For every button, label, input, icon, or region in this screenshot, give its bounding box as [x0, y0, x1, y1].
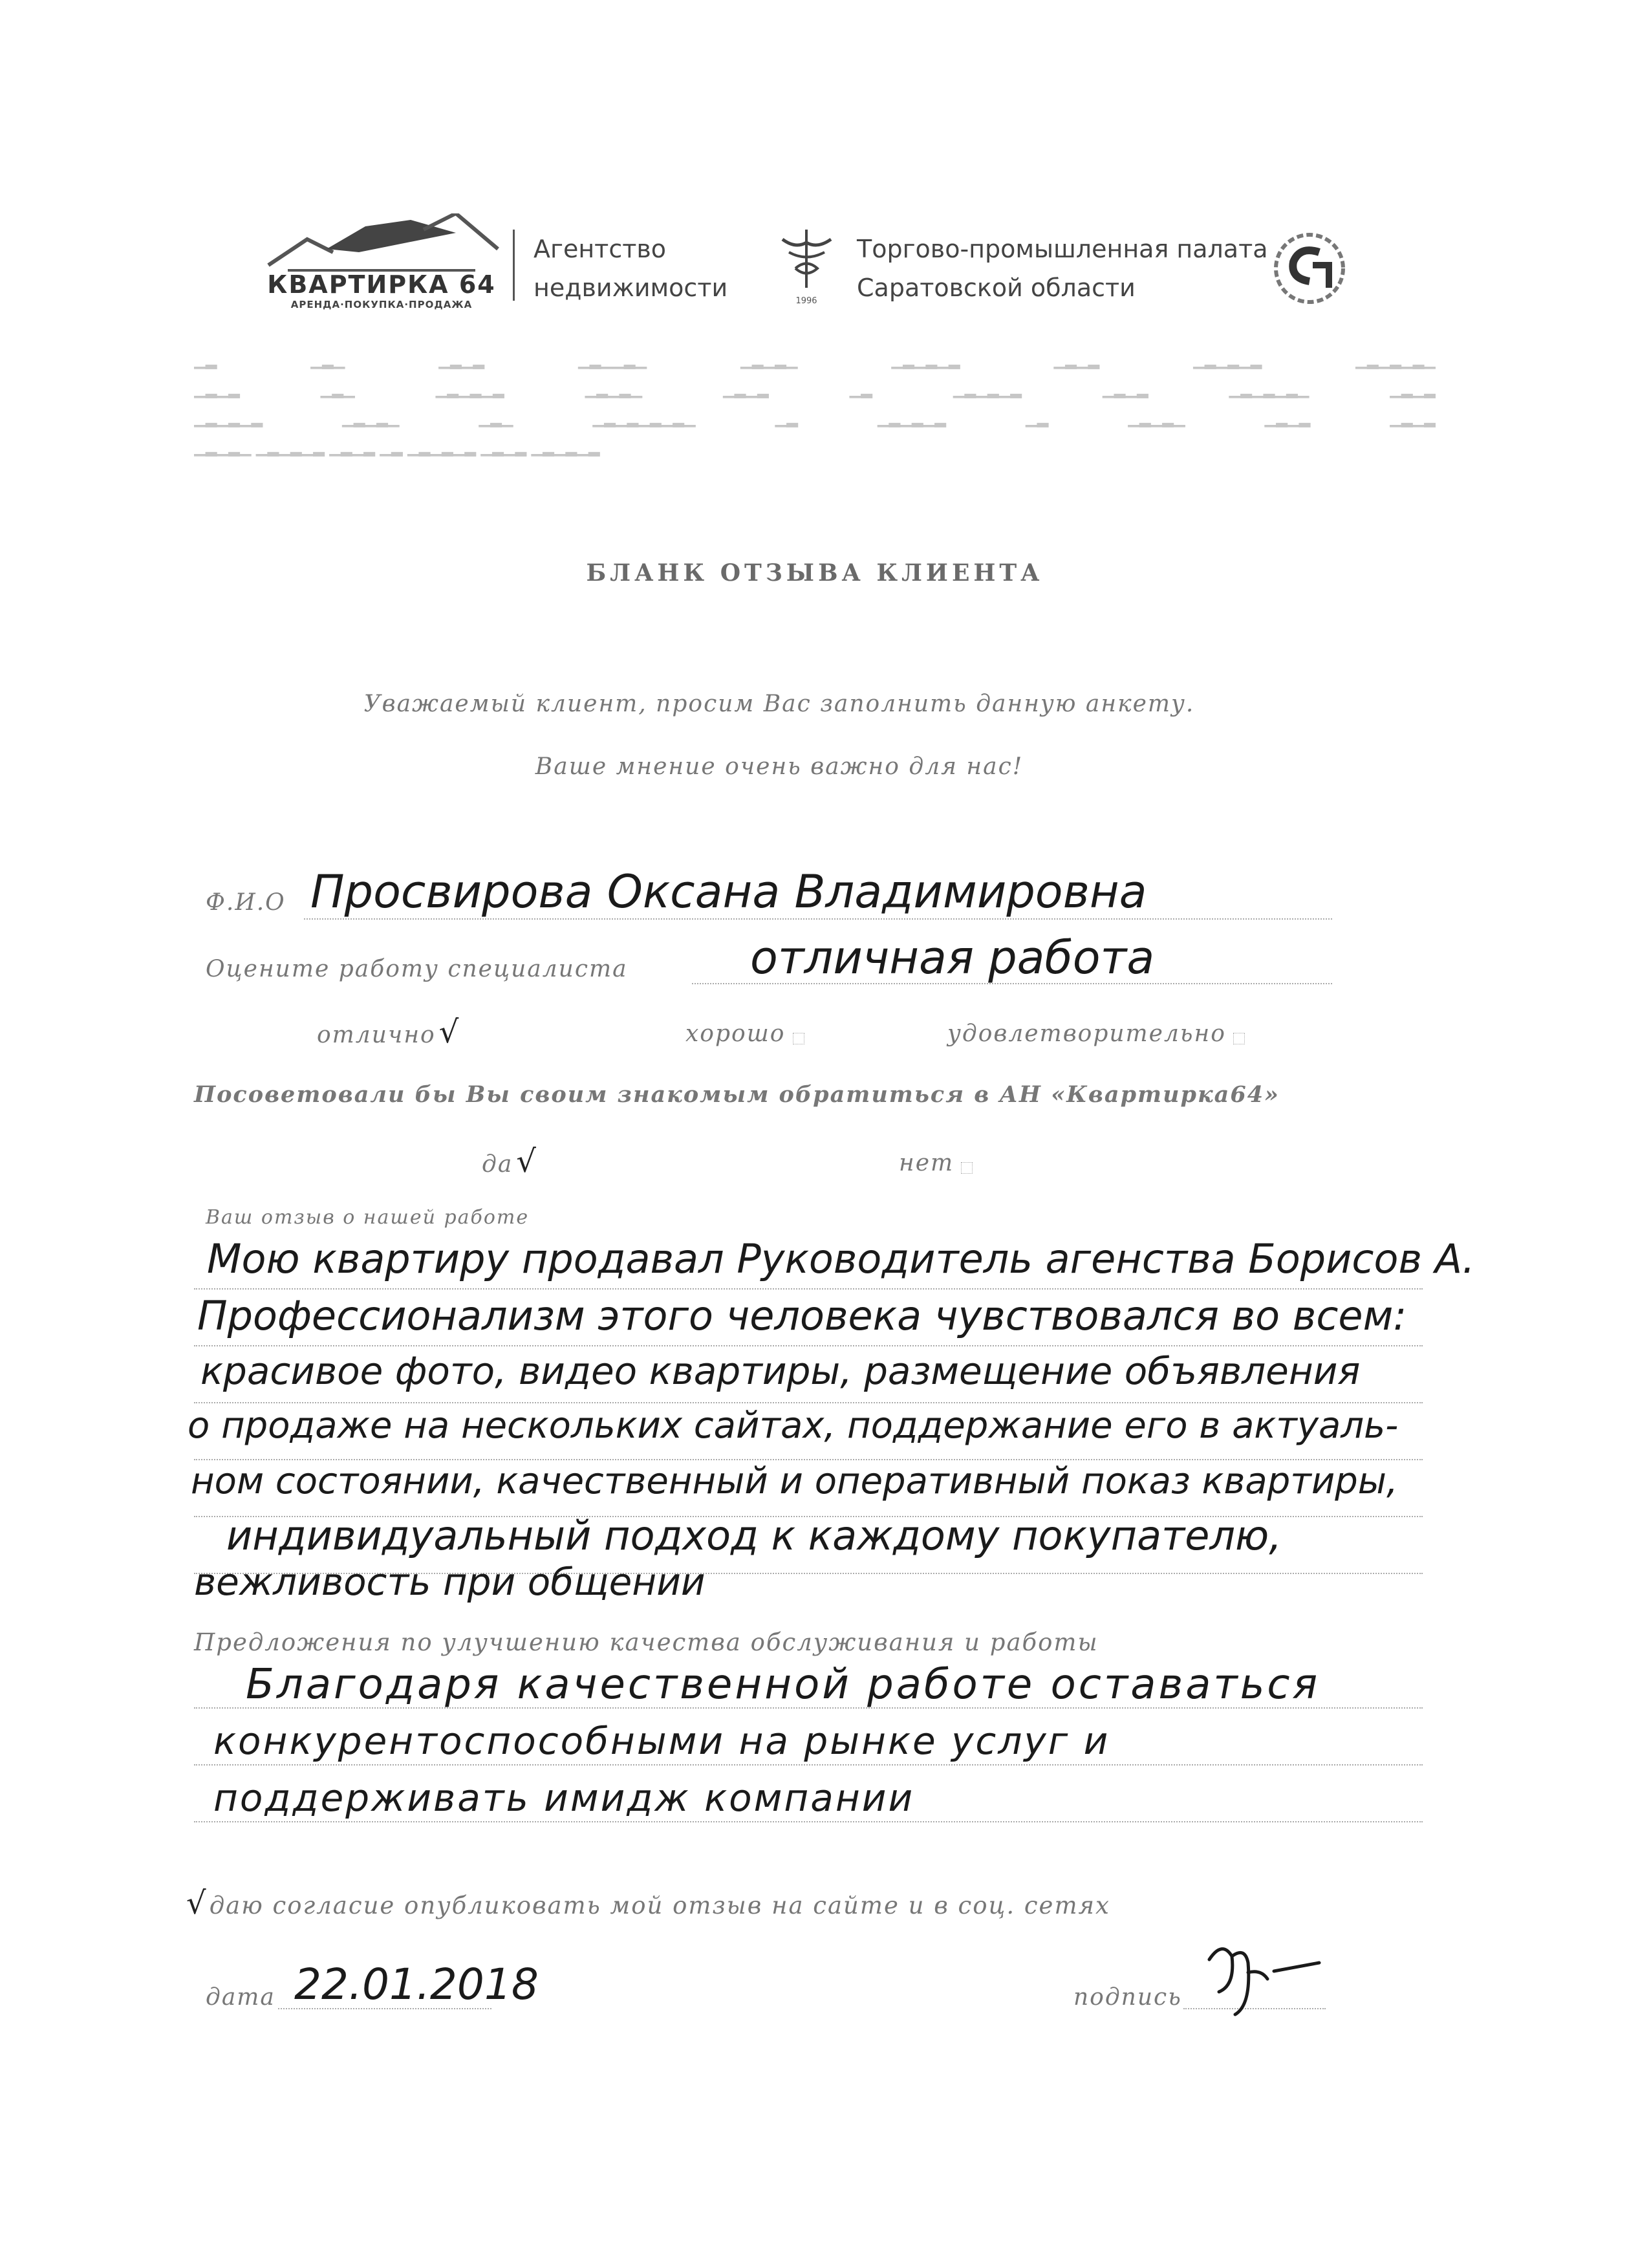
option-satisfactory[interactable] [947, 1021, 1245, 1047]
handwritten-signature [1196, 1934, 1326, 2018]
requisites-line: ▁▂ ▁▂▁ ▁▂▁▂ ▁▂▁▁▂▁ ▁▂▁▂▁ ▁▂▁▂▁▂ ▁▂▁▂ ▁▂▁▂▁▂ ▁▂▁▂▁▂▁ [194, 352, 1436, 369]
chamber-line-2: Саратовской области [857, 274, 1136, 302]
checkmark-icon: √ [186, 1885, 206, 1921]
chamber-line-1: Торгово-промышленная палата [857, 235, 1268, 263]
chamber-logo-icon [1264, 230, 1355, 307]
date-label: дата [206, 1984, 275, 2011]
kvartirka64-logo [262, 213, 501, 310]
suggestion-line-1[interactable]: Благодаря качественной работе оставаться [246, 1661, 1320, 1709]
signature-label: подпись [1073, 1984, 1182, 2011]
fio-label: Ф.И.О [206, 889, 286, 916]
review-label: Ваш отзыв о нашей работе [206, 1206, 530, 1229]
review-line-5[interactable]: ном состоянии, качественный и оперативный показ квартиры, [191, 1460, 1398, 1502]
option-satisfactory-label: удовлетворительно [947, 1021, 1226, 1047]
option-good-label: хорошо [685, 1021, 786, 1047]
review-line [194, 1345, 1423, 1346]
checkmark-icon: √ [516, 1143, 536, 1180]
option-excellent-label: отлично [317, 1022, 436, 1048]
logo-name: КВАРТИРКА 64 [267, 270, 496, 299]
answer-no[interactable] [899, 1150, 973, 1176]
intro-line-1: Уважаемый клиент, просим Вас заполнить данную анкету. [363, 691, 1195, 717]
review-line [194, 1402, 1423, 1403]
rating-label: Оцените работу специалиста [206, 956, 628, 982]
checkbox-empty-icon [793, 1033, 804, 1044]
agency-line-1: Агентство [534, 235, 666, 263]
chamber-label [857, 230, 1268, 307]
agency-label [534, 230, 727, 307]
logo-tagline: АРЕНДА·ПОКУПКА·ПРОДАЖА [290, 299, 473, 310]
suggestions-line [194, 1821, 1423, 1822]
suggestions-line [194, 1764, 1423, 1766]
checkmark-icon: √ [438, 1014, 459, 1050]
answer-yes[interactable] [482, 1143, 536, 1180]
consent-checkbox[interactable] [186, 1885, 1110, 1921]
option-excellent[interactable] [317, 1014, 458, 1050]
review-line-7[interactable]: вежливость при общении [194, 1560, 706, 1604]
intro-line-2: Ваше мнение очень важно для нас! [535, 753, 1024, 780]
agency-line-2: недвижимости [534, 274, 728, 302]
header-divider [513, 230, 515, 301]
requisites-line: ▁▂▁▂▁▂ ▁▂▁▂▁ ▁▂▁ ▁▂▁▂▁▂▁▂▁ ▁▂ ▁▂▁▂▁▂ ▁▂ ▁▂▁▂▁ ▁▂▁▂ ▁▂▁▂ [194, 411, 1436, 427]
answer-no-label: нет [899, 1150, 954, 1176]
review-line-4[interactable]: о продаже на нескольких сайтах, поддержание его в актуаль- [188, 1405, 1399, 1447]
fio-value[interactable]: Просвирова Оксана Владимировна [310, 865, 1147, 918]
suggestion-line-2[interactable]: конкурентоспособными на рынке услуг и [213, 1719, 1110, 1763]
requisites-line: ▁▂▁▂ ▁▂▁ ▁▂▁▂▁▂ ▁▂▁▂▁ ▁▂▁▂ ▁▂ ▁▂▁▂▁▂ ▁▂▁▂ ▁▂▁▂▁▂▁ ▁▂▁▂ [194, 382, 1436, 398]
review-line-6[interactable]: индивидуальный подход к каждому покупателю, [226, 1512, 1282, 1559]
consent-text: даю согласие опубликовать мой отзыв на сайте и в соц. сетях [209, 1892, 1110, 1919]
review-line [194, 1288, 1423, 1290]
review-line-1[interactable]: Мою квартиру продавал Руководитель агенства Борисов А. [207, 1235, 1475, 1282]
review-line-3[interactable]: красивое фото, видео квартиры, размещение объявления [200, 1349, 1361, 1393]
review-line-2[interactable]: Профессионализм этого человека чувствовался во всем: [197, 1292, 1407, 1339]
fio-underline [304, 918, 1332, 920]
house-roof-icon [262, 213, 501, 272]
chamber-emblem-icon [776, 223, 837, 307]
answer-yes-label: да [482, 1151, 513, 1178]
form-title: БЛАНК ОТЗЫВА КЛИЕНТА [586, 559, 1044, 587]
option-good[interactable] [685, 1021, 804, 1047]
date-value[interactable]: 22.01.2018 [294, 1960, 539, 2009]
checkbox-empty-icon [1233, 1033, 1245, 1044]
checkbox-empty-icon [961, 1162, 973, 1174]
rating-value[interactable]: отличная работа [750, 931, 1155, 984]
suggestions-label: Предложения по улучшению качества обслуживания и работы [194, 1628, 1099, 1656]
recommend-question: Посоветовали бы Вы своим знакомым обратиться в АН «Квартирка64» [194, 1081, 1280, 1108]
suggestion-line-3[interactable]: поддерживать имидж компании [213, 1776, 915, 1820]
requisites-line: ▁▂▁▂▁ ▁▂▁▂▁▂ ▁▂▁▂ ▁▂ ▁▂▁▂▁▂ ▁▂▁▂ ▁▂▁▂▁▂ [194, 440, 600, 457]
emblem-year: 1996 [795, 296, 817, 306]
